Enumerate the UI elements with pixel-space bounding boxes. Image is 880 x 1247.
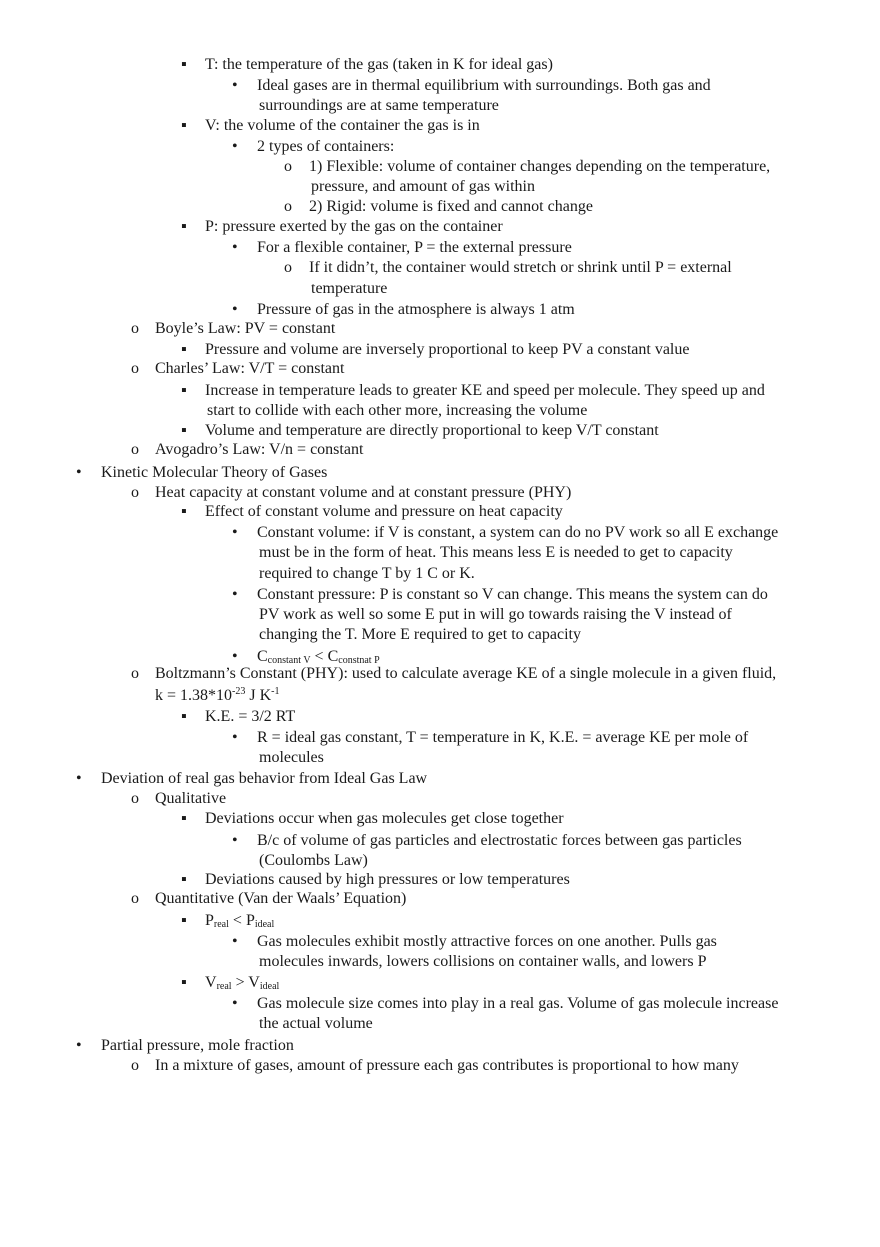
text-line: P: pressure exerted by the gas on the container bbox=[205, 218, 503, 235]
round-bullet-icon: • bbox=[232, 77, 238, 94]
pressure-inequality bbox=[205, 912, 274, 930]
text-line: Heat capacity at constant volume and at constant pressure (PHY) bbox=[155, 484, 572, 501]
text-line: 2) Rigid: volume is fixed and cannot change bbox=[309, 198, 593, 215]
text-line: (Coulombs Law) bbox=[259, 852, 368, 869]
text-line: Qualitative bbox=[155, 790, 227, 807]
text-line: surroundings are at same temperature bbox=[259, 97, 499, 114]
text-line: pressure, and amount of gas within bbox=[311, 178, 535, 195]
operator: < bbox=[228, 912, 246, 929]
round-bullet-icon: • bbox=[232, 301, 238, 318]
section-heading: Deviation of real gas behavior from Ideal Gas Law bbox=[101, 770, 428, 787]
square-bullet-icon: ▪ bbox=[181, 382, 187, 399]
subscript: ideal bbox=[254, 919, 275, 930]
text-line: Boltzmann’s Constant (PHY): used to calculate average KE of a single molecule in a given fluid, bbox=[155, 665, 777, 682]
text-line: Ideal gases are in thermal equilibrium with surroundings. Both gas and bbox=[257, 77, 711, 94]
text-line: PV work as well so some E put in will go towards raising the V instead of bbox=[259, 606, 732, 623]
text-line: Volume and temperature are directly proportional to keep V/T constant bbox=[205, 422, 659, 439]
circle-bullet-icon: o bbox=[131, 665, 139, 682]
text-line: temperature bbox=[311, 280, 388, 297]
round-bullet-icon: • bbox=[232, 832, 238, 849]
circle-bullet-icon: o bbox=[131, 320, 139, 337]
text-line: Deviations occur when gas molecules get close together bbox=[205, 810, 564, 827]
text-line: molecules bbox=[259, 749, 324, 766]
p-symbol: P bbox=[245, 912, 255, 929]
subscript: real bbox=[216, 981, 232, 992]
text-line: Increase in temperature leads to greater KE and speed per molecule. They speed up and bbox=[205, 382, 765, 399]
round-bullet-icon: • bbox=[76, 770, 82, 787]
circle-bullet-icon: o bbox=[284, 259, 292, 276]
circle-bullet-icon: o bbox=[131, 1057, 139, 1074]
square-bullet-icon: ▪ bbox=[181, 912, 187, 929]
exponent: -1 bbox=[271, 686, 280, 697]
round-bullet-icon: • bbox=[232, 729, 238, 746]
text-line: Gas molecule size comes into play in a real gas. Volume of gas molecule increase bbox=[257, 995, 779, 1012]
text-line: Pressure of gas in the atmosphere is always 1 atm bbox=[257, 301, 575, 318]
operator: < bbox=[310, 648, 328, 665]
subscript: constant V bbox=[267, 655, 311, 666]
square-bullet-icon: ▪ bbox=[181, 341, 187, 358]
k-value: k = 1.38*10 bbox=[155, 687, 233, 704]
text-line: Quantitative (Van der Waals’ Equation) bbox=[155, 890, 407, 907]
round-bullet-icon: • bbox=[232, 648, 238, 665]
circle-bullet-icon: o bbox=[131, 360, 139, 377]
text-line: Boyle’s Law: PV = constant bbox=[155, 320, 336, 337]
round-bullet-icon: • bbox=[76, 464, 82, 481]
circle-bullet-icon: o bbox=[284, 198, 292, 215]
subscript: real bbox=[213, 919, 229, 930]
operator: > bbox=[231, 974, 249, 991]
round-bullet-icon: • bbox=[232, 138, 238, 155]
text-line: K.E. = 3/2 RT bbox=[205, 708, 296, 725]
text-line: T: the temperature of the gas (taken in K for ideal gas) bbox=[205, 56, 553, 73]
square-bullet-icon: ▪ bbox=[181, 422, 187, 439]
c-symbol: C bbox=[257, 648, 268, 665]
text-line: If it didn’t, the container would stretch or shrink until P = external bbox=[309, 259, 732, 276]
subscript: constnat P bbox=[338, 655, 380, 666]
k-unit: J K bbox=[245, 687, 272, 704]
round-bullet-icon: • bbox=[76, 1037, 82, 1054]
text-line: Constant volume: if V is constant, a system can do no PV work so all E exchange bbox=[257, 524, 779, 541]
square-bullet-icon: ▪ bbox=[181, 218, 187, 235]
text-line: V: the volume of the container the gas is in bbox=[205, 117, 480, 134]
text-line: the actual volume bbox=[259, 1015, 373, 1032]
volume-inequality bbox=[205, 974, 279, 992]
text-line: required to change T by 1 C or K. bbox=[259, 565, 475, 582]
text-line: 1) Flexible: volume of container changes depending on the temperature, bbox=[309, 158, 771, 175]
text-line: B/c of volume of gas particles and electrostatic forces between gas particles bbox=[257, 832, 742, 849]
square-bullet-icon: ▪ bbox=[181, 708, 187, 725]
section-heading: Partial pressure, mole fraction bbox=[101, 1037, 294, 1054]
text-line: Effect of constant volume and pressure on heat capacity bbox=[205, 503, 563, 520]
round-bullet-icon: • bbox=[232, 524, 238, 541]
square-bullet-icon: ▪ bbox=[181, 871, 187, 888]
text-line: Deviations caused by high pressures or low temperatures bbox=[205, 871, 570, 888]
text-line: must be in the form of heat. This means less E is needed to get to capacity bbox=[259, 544, 733, 561]
square-bullet-icon: ▪ bbox=[181, 503, 187, 520]
text-line: start to collide with each other more, increasing the volume bbox=[207, 402, 588, 419]
boltzmann-constant-value bbox=[155, 687, 280, 705]
round-bullet-icon: • bbox=[232, 239, 238, 256]
text-line: Pressure and volume are inversely proportional to keep PV a constant value bbox=[205, 341, 690, 358]
circle-bullet-icon: o bbox=[131, 441, 139, 458]
text-line: For a flexible container, P = the external pressure bbox=[257, 239, 572, 256]
exponent: -23 bbox=[232, 686, 246, 697]
text-line: Constant pressure: P is constant so V can change. This means the system can do bbox=[257, 586, 768, 603]
circle-bullet-icon: o bbox=[131, 790, 139, 807]
square-bullet-icon: ▪ bbox=[181, 974, 187, 991]
square-bullet-icon: ▪ bbox=[181, 810, 187, 827]
text-line: R = ideal gas constant, T = temperature in K, K.E. = average KE per mole of bbox=[257, 729, 749, 746]
circle-bullet-icon: o bbox=[284, 158, 292, 175]
round-bullet-icon: • bbox=[232, 995, 238, 1012]
text-line: In a mixture of gases, amount of pressure each gas contributes is proportional to how many bbox=[155, 1057, 739, 1074]
circle-bullet-icon: o bbox=[131, 484, 139, 501]
text-line: Avogadro’s Law: V/n = constant bbox=[155, 441, 364, 458]
text-line: Charles’ Law: V/T = constant bbox=[155, 360, 345, 377]
square-bullet-icon: ▪ bbox=[181, 117, 187, 134]
text-line: molecules inwards, lowers collisions on container walls, and lowers P bbox=[259, 953, 707, 970]
round-bullet-icon: • bbox=[232, 933, 238, 950]
p-symbol: P bbox=[205, 912, 214, 929]
c-symbol: C bbox=[327, 648, 339, 665]
subscript: ideal bbox=[259, 981, 280, 992]
text-line: 2 types of containers: bbox=[257, 138, 395, 155]
round-bullet-icon: • bbox=[232, 586, 238, 603]
text-line: changing the T. More E required to get to capacity bbox=[259, 626, 581, 643]
heat-capacity-inequality bbox=[257, 648, 380, 666]
v-symbol: V bbox=[248, 974, 260, 991]
section-heading: Kinetic Molecular Theory of Gases bbox=[101, 464, 328, 481]
circle-bullet-icon: o bbox=[131, 890, 139, 907]
v-symbol: V bbox=[205, 974, 217, 991]
square-bullet-icon: ▪ bbox=[181, 56, 187, 73]
text-line: Gas molecules exhibit mostly attractive forces on one another. Pulls gas bbox=[257, 933, 717, 950]
